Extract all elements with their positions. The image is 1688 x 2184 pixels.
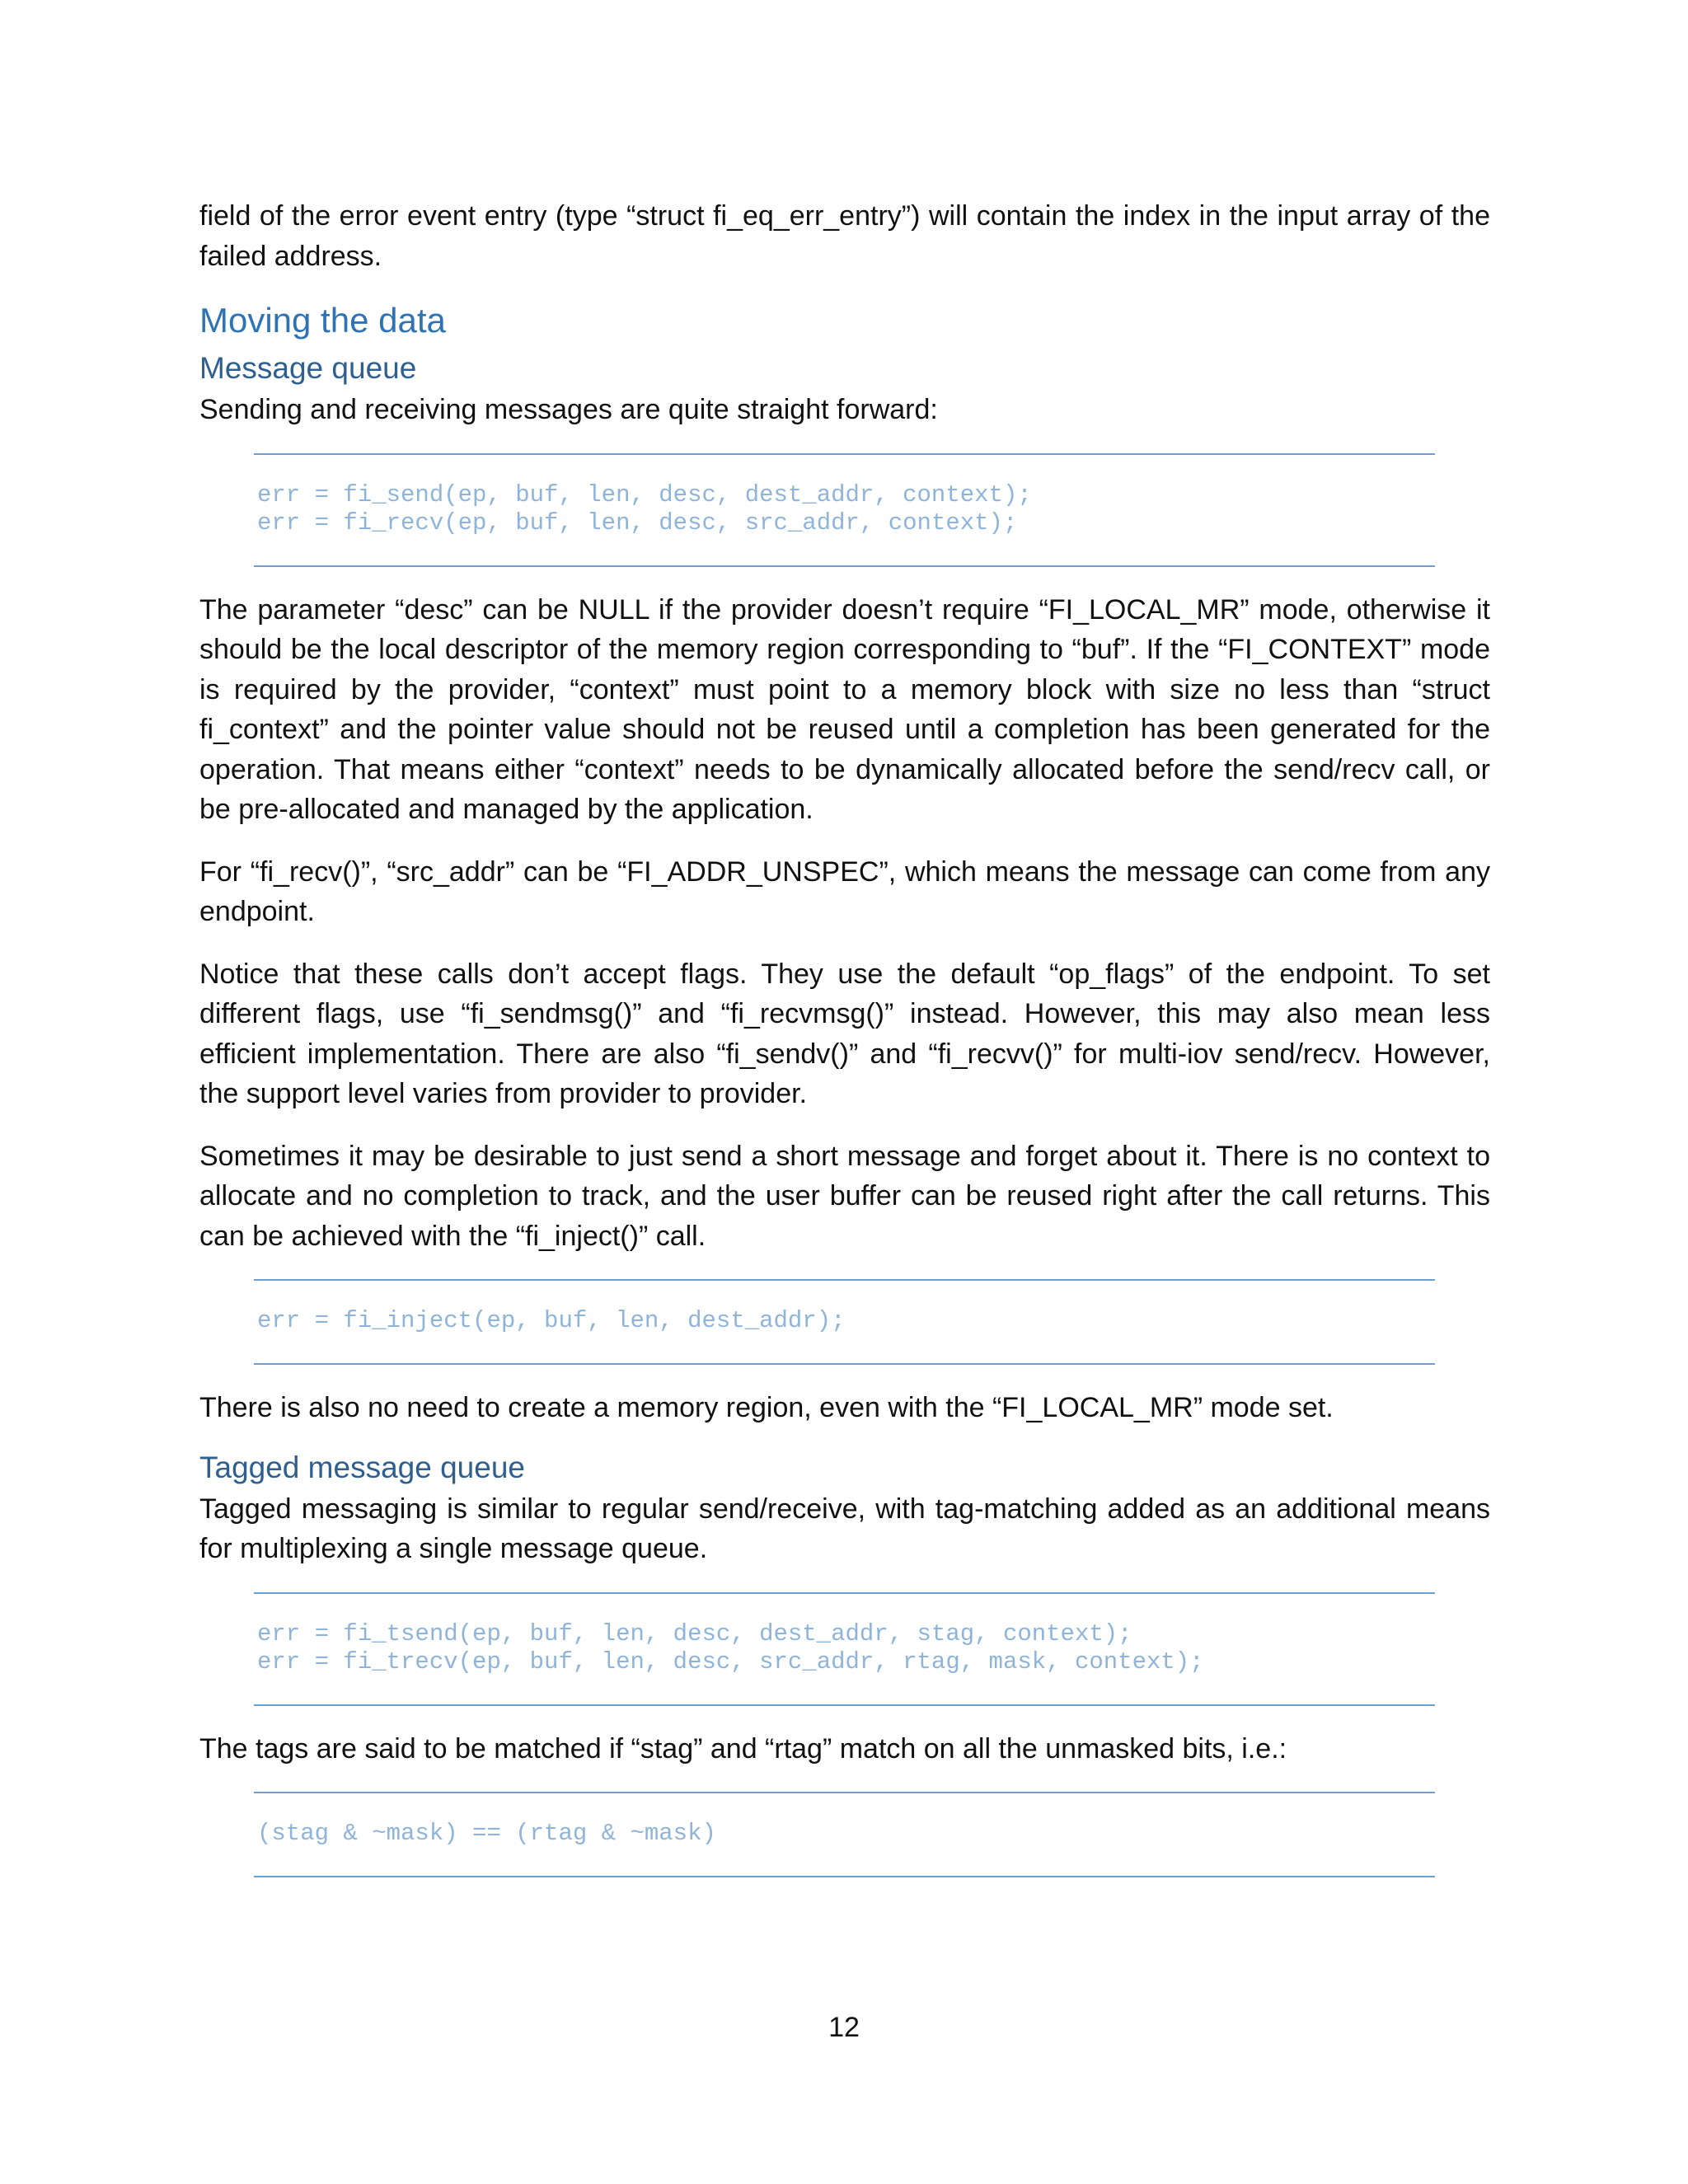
heading-message-queue: Message queue [199, 351, 417, 385]
page-number: 12 [828, 2012, 860, 2043]
code-block-send-recv [254, 453, 1435, 567]
paragraph-flags: Notice that these calls don’t accept flags. They use the default “op_flags” of the endpoint. To set different flags, use “fi_sendmsg()” and “fi_recvmsg()” instead. However, this may also mean less efficient implementation. There are also “fi_sendv()” and “fi_recvv()” for multi-iov send/recv. However, the support level varies from provider to provider. [199, 958, 1490, 1109]
paragraph-send-recv-intro: Sending and receiving messages are quite straight forward: [199, 394, 938, 425]
code-line: err = fi_recv(ep, buf, len, desc, src_addr, context); [257, 509, 1018, 537]
code-block-tagged [254, 1592, 1435, 1706]
paragraph-src-addr: For “fi_recv()”, “src_addr” can be “FI_ADDR_UNSPEC”, which means the message can come from any endpoint. [199, 855, 1490, 927]
paragraph-tagged-intro: Tagged messaging is similar to regular send/receive, with tag-matching added as an additional means for multiplexing a single message queue. [199, 1493, 1490, 1564]
paragraph-tag-match: The tags are said to be matched if “stag” and “rtag” match on all the unmasked bits, i.e.: [199, 1732, 1287, 1765]
code-line: err = fi_trecv(ep, buf, len, desc, src_addr, rtag, mask, context); [257, 1647, 1204, 1675]
code-line: err = fi_tsend(ep, buf, len, desc, dest_addr, stag, context); [257, 1619, 1132, 1647]
paragraph-intro: field of the error event entry (type “struct fi_eq_err_entry”) will contain the index in the input array of the failed address. [199, 200, 1490, 272]
paragraph-desc-param: The parameter “desc” can be NULL if the provider doesn’t require “FI_LOCAL_MR” mode, otherwise it should be the local descriptor of the memory region corresponding to “buf”. If the “FI_CONTEXT” mode is required by the provider, “context” must point to a memory block with size no less than “struct fi_context” and the pointer value should not be reused until a completion has been generated for the operation. That means either “context” needs to be dynamically allocated before the send/recv call, or be pre-allocated and managed by the application. [199, 593, 1490, 825]
paragraph-inject: Sometimes it may be desirable to just send a short message and forget about it. There is no context to allocate and no completion to track, and the user buffer can be reused right after the call returns. This can be achieved with the “fi_inject()” call. [199, 1140, 1490, 1252]
document-page [199, 196, 1490, 1900]
code-line: (stag & ~mask) == (rtag & ~mask) [257, 1820, 716, 1847]
heading-tagged-message-queue: Tagged message queue [199, 1450, 525, 1484]
code-block-match [254, 1792, 1435, 1877]
code-line: err = fi_send(ep, buf, len, desc, dest_addr, context); [257, 480, 1032, 509]
code-block-inject [254, 1279, 1435, 1365]
heading-moving-the-data: Moving the data [199, 301, 446, 340]
code-line: err = fi_inject(ep, buf, len, dest_addr); [257, 1307, 846, 1334]
paragraph-no-mr: There is also no need to create a memory region, even with the “FI_LOCAL_MR” mode set. [199, 1392, 1334, 1423]
